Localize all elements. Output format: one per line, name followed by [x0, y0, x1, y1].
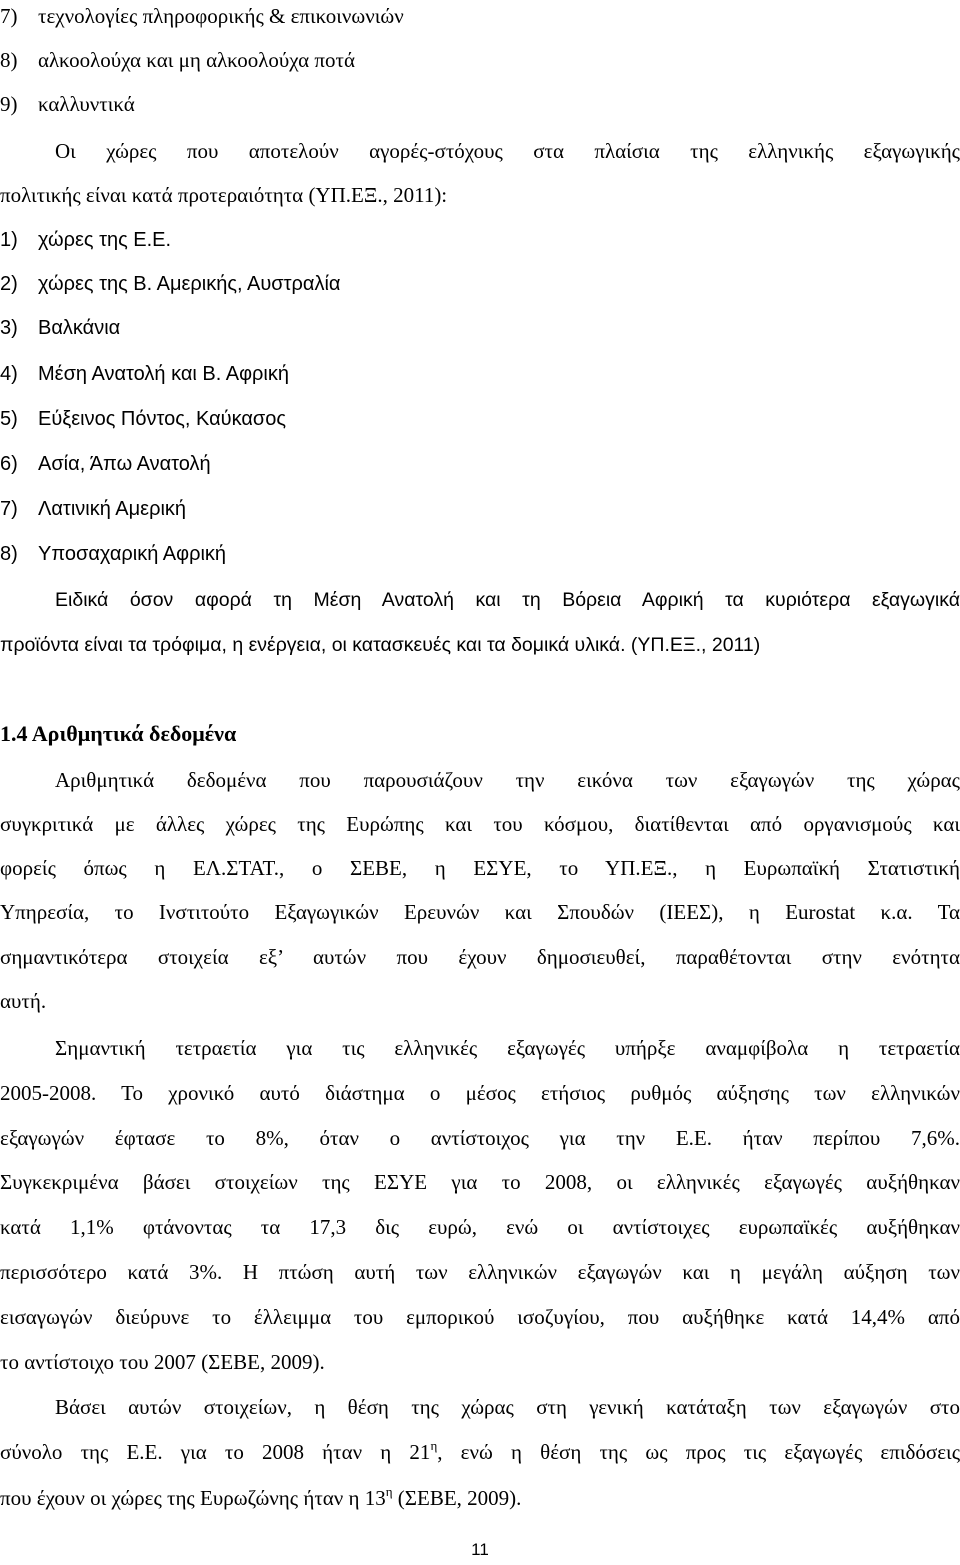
list-number: 4) — [0, 363, 18, 385]
list-text: Υποσαχαρική Αφρική — [38, 543, 227, 565]
para1-line: φορείς όπως η ΕΛ.ΣΤΑΤ., ο ΣΕΒΕ, η ΕΣΥΕ, το ΥΠ.ΕΞ., η Ευρωπαϊκή Στατιστική — [0, 856, 960, 880]
para2-line: κατά 1,1% φτάνοντας τα 17,3 δις ευρώ, ενώ οι αντίστοιχες ευρωπαϊκές αυξήθηκαν — [0, 1215, 960, 1239]
para1-line: αυτή. — [0, 989, 47, 1013]
para2-line: το αντίστοιχο του 2007 (ΣΕΒΕ, 2009). — [0, 1350, 325, 1374]
page-number: 11 — [471, 1540, 489, 1559]
para3-text: , ενώ η θέση της ως προς τις εξαγωγές επιδόσεις — [437, 1440, 960, 1464]
list-number: 3) — [0, 317, 18, 339]
list-text: αλκοολούχα και μη αλκοολούχα ποτά — [38, 48, 355, 72]
para3-text: (ΣΕΒΕ, 2009). — [392, 1486, 522, 1510]
para2-line: Σημαντική τετραετία για τις ελληνικές εξαγωγές υπήρξε αναμφίβολα η τετραετία — [55, 1036, 960, 1060]
para1-line: σημαντικότερα στοιχεία εξ’ αυτών που έχουν δημοσιευθεί, παραθέτονται στην ενότητα — [0, 945, 960, 969]
mideast-line-2: προϊόντα είναι τα τρόφιμα, η ενέργεια, οι κατασκευές και τα δομικά υλικά. (ΥΠ.ΕΞ., 2011) — [0, 634, 761, 656]
para3-text: που έχουν οι χώρες της Ευρωζώνης ήταν η 13 — [0, 1486, 386, 1510]
para1-line: συγκριτικά με άλλες χώρες της Ευρώπης και του κόσμου, διατίθενται από οργανισμούς και — [0, 812, 960, 836]
list-text: Μέση Ανατολή και Β. Αφρική — [38, 363, 289, 385]
list-number: 2) — [0, 273, 18, 295]
para3-text: σύνολο της Ε.Ε. για το 2008 ήταν η 21 — [0, 1440, 431, 1464]
list-number: 7) — [0, 498, 18, 520]
ordinal-superscript: η — [385, 1484, 393, 1499]
list-number: 7) — [0, 4, 18, 28]
para2-line: Συγκεκριμένα βάσει στοιχείων της ΕΣΥΕ για το 2008, οι ελληνικές εξαγωγές αυξήθηκαν — [0, 1170, 960, 1194]
list-number: 5) — [0, 408, 18, 430]
mideast-line-1: Ειδικά όσον αφορά τη Μέση Ανατολή και τη Βόρεια Αφρική τα κυριότερα εξαγωγικά — [55, 589, 960, 611]
para3-line: Βάσει αυτών στοιχείων, η θέση της χώρας στη γενική κατάταξη των εξαγωγών στο — [55, 1395, 960, 1419]
list-number: 8) — [0, 48, 18, 72]
list-text: Βαλκάνια — [38, 317, 121, 339]
list-text: καλλυντικά — [38, 92, 135, 116]
intro-line-2: πολιτικής είναι κατά προτεραιότητα (ΥΠ.ΕΞ., 2011): — [0, 183, 448, 207]
list-number: 9) — [0, 92, 18, 116]
intro-line-1: Οι χώρες που αποτελούν αγορές-στόχους στα πλαίσια της ελληνικής εξαγωγικής — [55, 139, 960, 163]
para2-line: εξαγωγών έφτασε το 8%, όταν ο αντίστοιχος για την Ε.Ε. ήταν περίπου 7,6%. — [0, 1126, 960, 1150]
para2-line: εισαγωγών διεύρυνε το έλλειμμα του εμπορικού ισοζυγίου, που αυξήθηκε κατά 14,4% από — [0, 1305, 960, 1329]
list-text: χώρες της Ε.Ε. — [38, 229, 172, 251]
list-text: Εύξεινος Πόντος, Καύκασος — [38, 408, 286, 430]
para2-line: 2005-2008. Το χρονικό αυτό διάστημα ο μέσος ετήσιος ρυθμός αύξησης των ελληνικών — [0, 1081, 960, 1105]
list-number: 8) — [0, 543, 18, 565]
para1-line: Αριθμητικά δεδομένα που παρουσιάζουν την εικόνα των εξαγωγών της χώρας — [55, 768, 960, 792]
list-number: 6) — [0, 453, 18, 475]
para1-line: Υπηρεσία, το Ινστιτούτο Εξαγωγικών Ερευνών και Σπουδών (ΙΕΕΣ), η Eurostat κ.α. Τα — [0, 900, 960, 924]
para3-line — [0, 1438, 960, 1466]
list-text: χώρες της Β. Αμερικής, Αυστραλία — [38, 273, 341, 295]
section-heading: 1.4 Αριθμητικά δεδομένα — [0, 721, 237, 746]
list-text: τεχνολογίες πληροφορικής & επικοινωνιών — [38, 4, 404, 28]
ordinal-superscript: η — [430, 1438, 438, 1453]
list-text: Λατινική Αμερική — [38, 498, 187, 520]
list-text: Ασία, Άπω Ανατολή — [38, 453, 211, 475]
para3-line — [0, 1484, 960, 1512]
list-number: 1) — [0, 229, 18, 251]
para2-line: περισσότερο κατά 3%. Η πτώση αυτή των ελληνικών εξαγωγών και η μεγάλη αύξηση των — [0, 1260, 960, 1284]
